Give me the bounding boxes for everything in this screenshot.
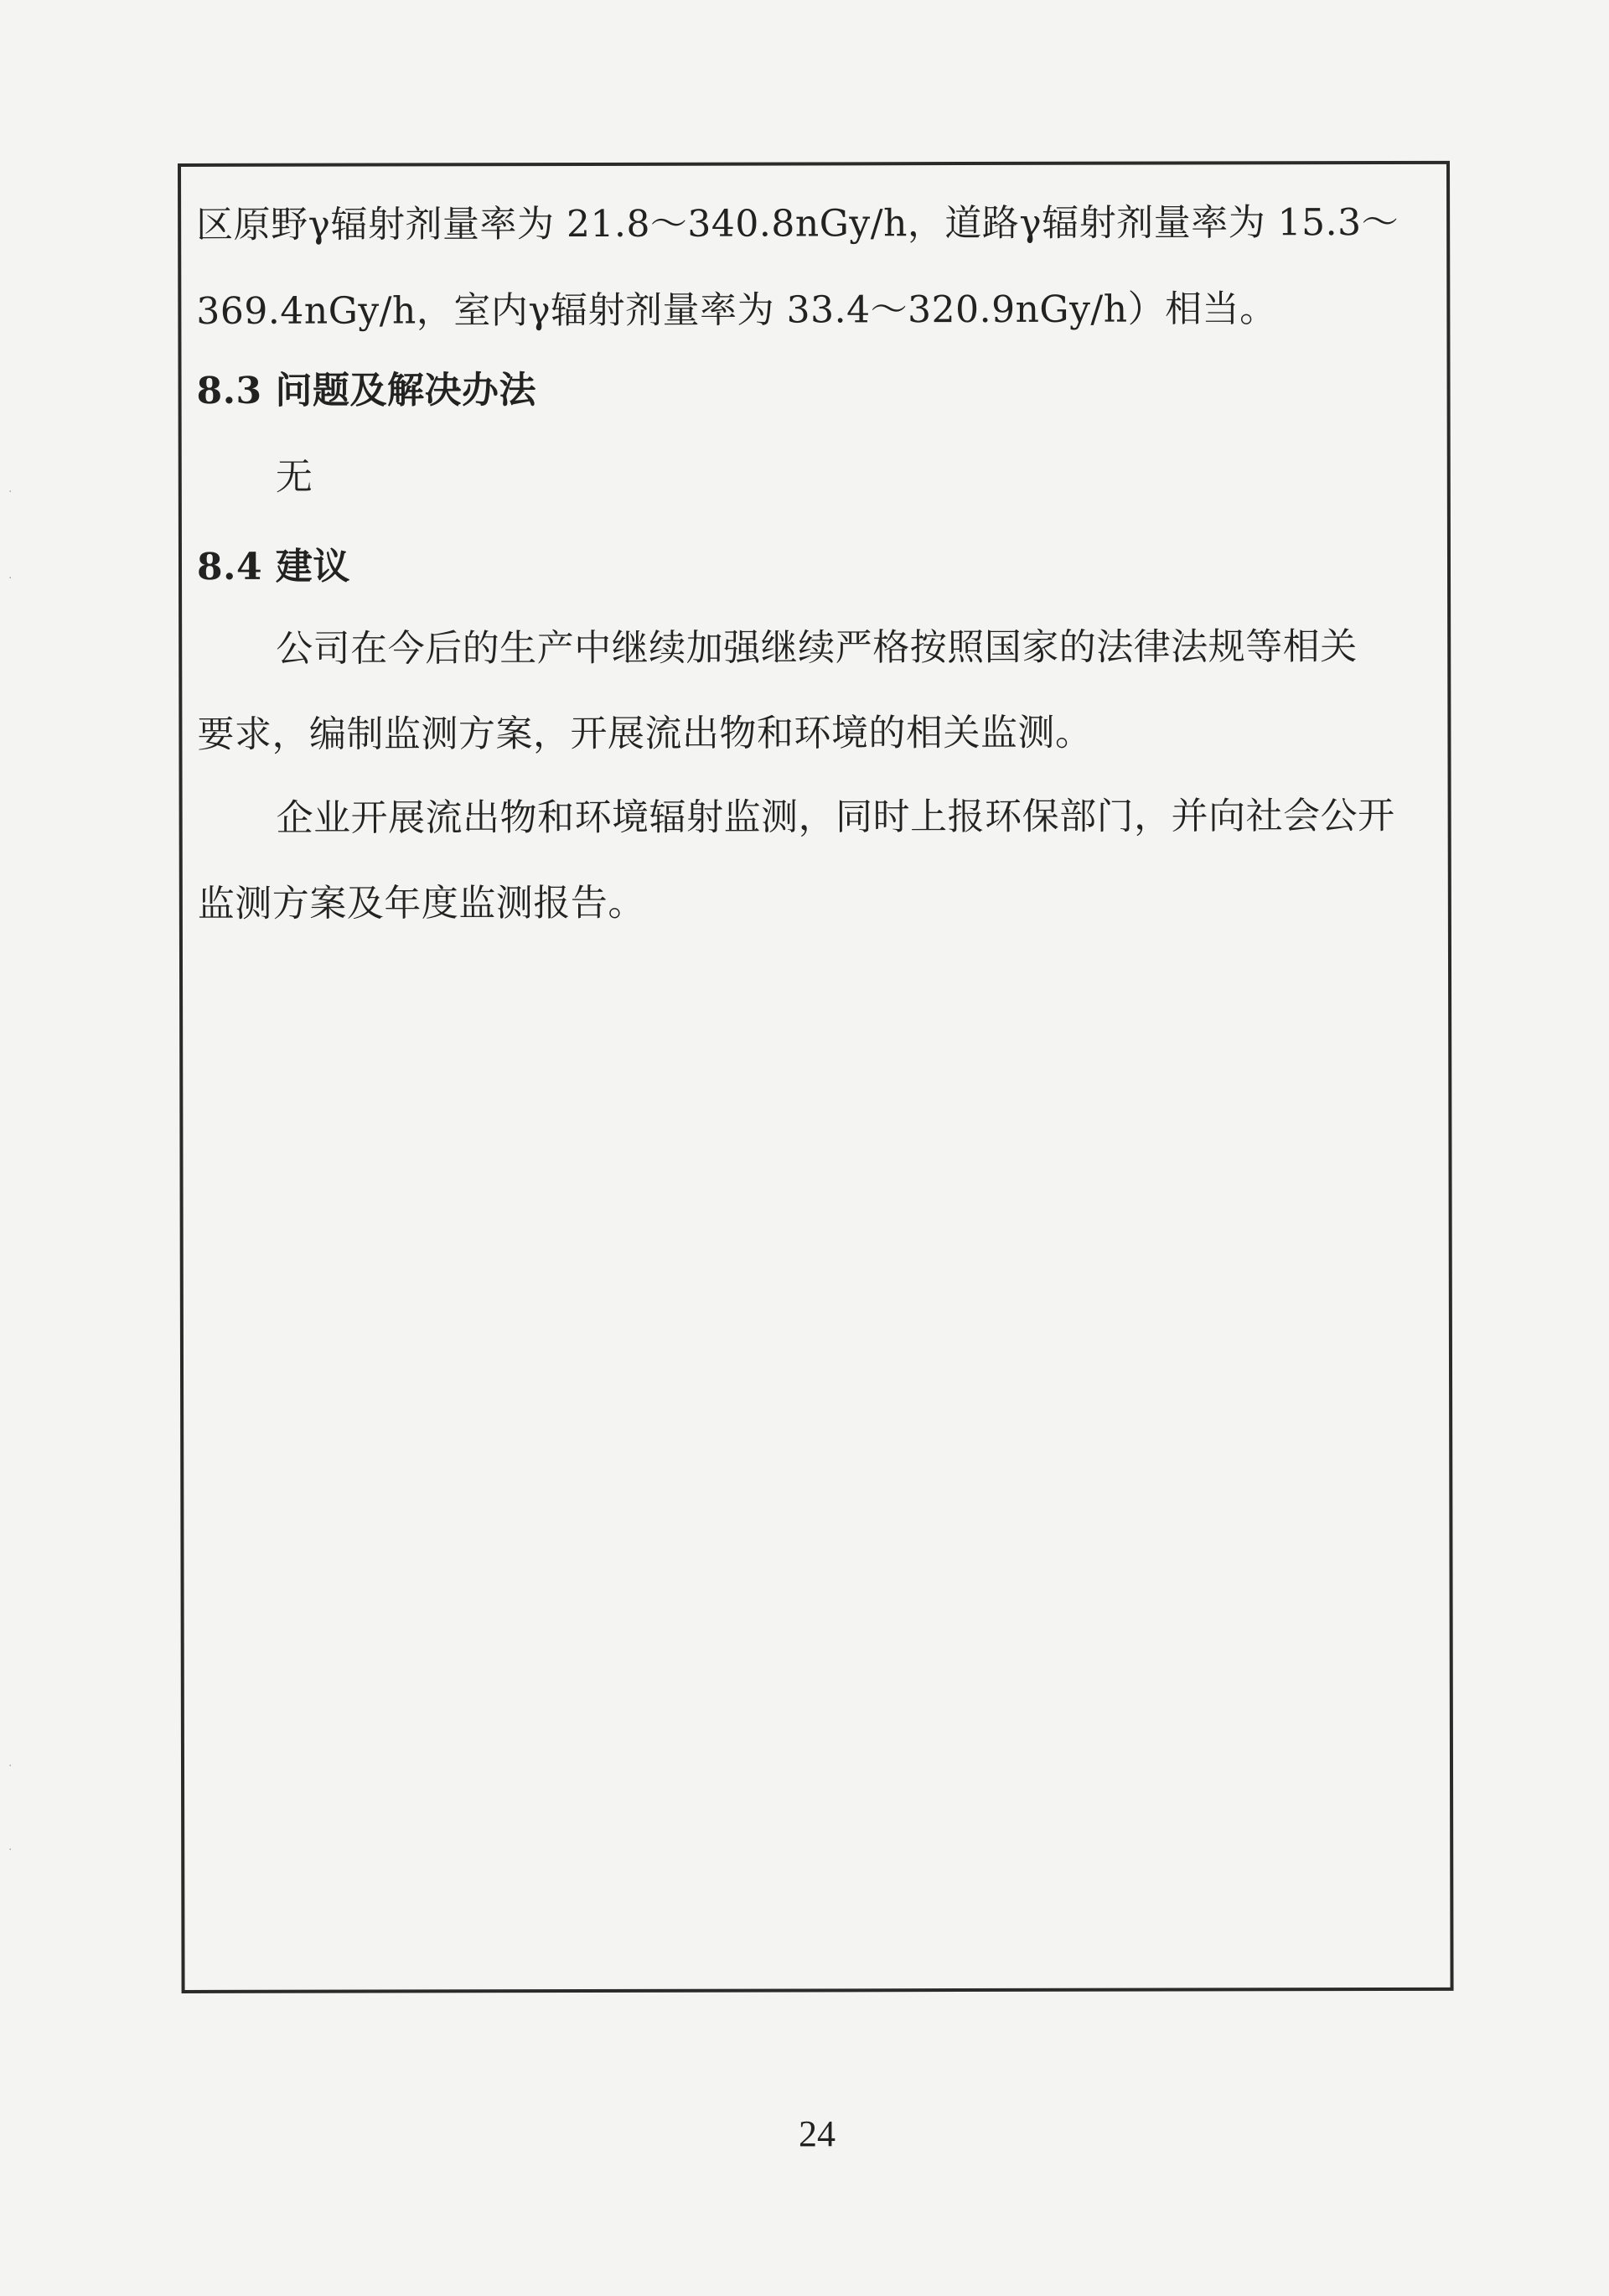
scan-margin-mark: · xyxy=(8,572,13,585)
section-body-8-3 xyxy=(276,454,313,501)
paragraph-text: 企业开展流出物和环境辐射监测，同时上报环保部门，并向社会公开 xyxy=(276,794,1395,840)
section-heading-8-3 xyxy=(197,367,536,415)
scan-margin-mark: · xyxy=(8,1760,13,1773)
paragraph-line xyxy=(196,286,1276,335)
frame-content xyxy=(181,164,1451,1990)
heading-text: 8.3 问题及解决办法 xyxy=(196,369,536,412)
paragraph-line xyxy=(276,624,1358,673)
paragraph-line xyxy=(198,880,645,928)
body-text: 无 xyxy=(275,455,313,499)
scan-margin-mark: · xyxy=(8,1843,13,1857)
paragraph-line xyxy=(197,710,1092,759)
paragraph-line xyxy=(277,793,1395,842)
heading-text: 8.4 建议 xyxy=(196,545,350,588)
paragraph-text: 公司在今后的生产中继续加强继续严格按照国家的法律法规等相关 xyxy=(276,625,1358,671)
page-number: 24 xyxy=(799,2113,836,2154)
section-heading-8-4 xyxy=(197,544,350,591)
paragraph-text: 监测方案及年度监测报告。 xyxy=(197,881,645,925)
paragraph-line xyxy=(196,200,1399,249)
scan-margin-mark: · xyxy=(8,485,13,499)
paragraph-text: 区原野γ辐射剂量率为 21.8～340.8nGy/h，道路γ辐射剂量率为 15.3～ xyxy=(196,200,1399,246)
paragraph-text: 369.4nGy/h，室内γ辐射剂量率为 33.4～320.9nGy/h）相当。 xyxy=(196,288,1277,333)
content-frame xyxy=(178,161,1454,1993)
paragraph-text: 要求，编制监测方案，开展流出物和环境的相关监测。 xyxy=(197,711,1093,756)
